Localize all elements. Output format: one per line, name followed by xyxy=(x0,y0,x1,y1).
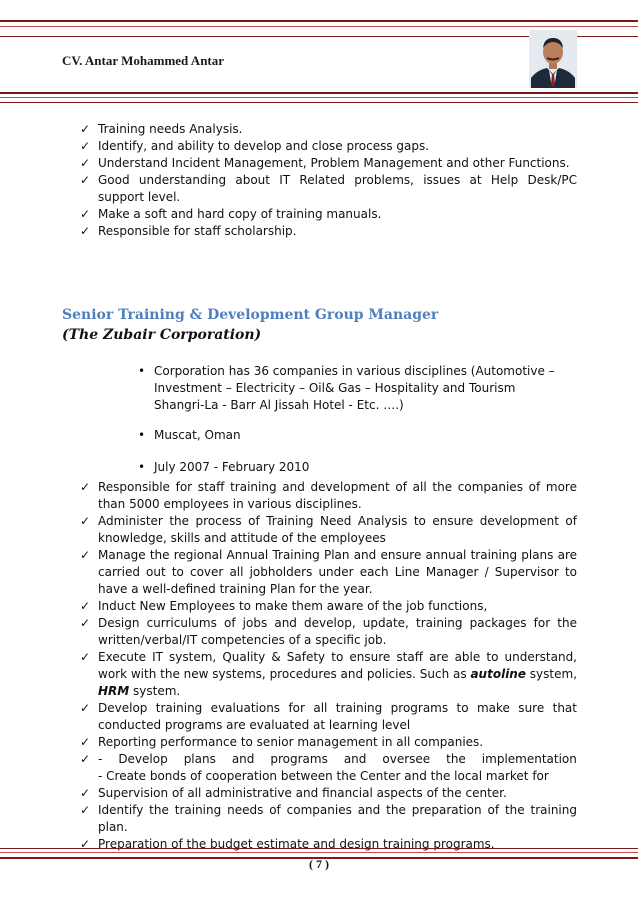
list-item: ✓ Manage the regional Annual Training Plan and ensure annual training plans are carried out to cover all jobholders under each Line Manager / Supervisor to have a well-defined training Plan for the year. xyxy=(80,548,577,596)
list-item: ✓ Responsible for staff scholarship. xyxy=(80,224,297,238)
spread-line: - Develop plans and programs and oversee the implementation xyxy=(98,752,577,766)
check-icon: ✓ xyxy=(80,548,91,562)
list-item: ✓ - Develop plans and programs and oversee the implementation - Create bonds of cooperation between the Center and the local market for xyxy=(80,752,577,783)
check-icon: ✓ xyxy=(80,701,91,715)
bullet-icon: • xyxy=(138,460,146,474)
check-icon: ✓ xyxy=(80,480,91,494)
company-name: (The Zubair Corporation) xyxy=(62,327,262,343)
duties-list xyxy=(80,479,577,853)
list-item: ✓ Good understanding about IT Related problems, issues at Help Desk/PC support level. xyxy=(80,173,577,204)
position-detail-corporation xyxy=(138,363,558,414)
list-item: ✓ Understand Incident Management, Problem Management and other Functions. xyxy=(80,156,570,170)
check-icon: ✓ xyxy=(80,803,91,817)
list-item: ✓ Develop training evaluations for all training programs to make sure that conducted programs are evaluated at learning level xyxy=(80,701,577,732)
list-item: ✓ Make a soft and hard copy of training manuals. xyxy=(80,207,382,221)
position-detail-location xyxy=(138,427,558,444)
list-item: ✓ Design curriculums of jobs and develop, update, training packages for the written/verbal/IT competencies of a specific job. xyxy=(80,616,577,647)
list-item: • Corporation has 36 companies in various disciplines (Automotive – Investment – Electricity – Oil& Gas – Hospitality and Tourism Shangri-La - Barr Al Jissah Hotel - Etc. ….) xyxy=(138,364,555,412)
check-icon: ✓ xyxy=(80,752,91,766)
bullet-icon: • xyxy=(138,364,146,378)
list-item: ✓ Identify, and ability to develop and close process gaps. xyxy=(80,139,430,153)
portrait-photo xyxy=(529,30,577,88)
position-detail-dates xyxy=(138,459,558,476)
hrm-term: HRM xyxy=(98,684,130,698)
check-icon: ✓ xyxy=(80,735,91,749)
check-icon: ✓ xyxy=(80,122,91,136)
portrait-image xyxy=(529,30,577,88)
bullet-icon: • xyxy=(138,428,146,442)
check-icon: ✓ xyxy=(80,139,91,153)
list-item: ✓ Execute IT system, Quality & Safety to ensure staff are able to understand, work with the new systems, procedures and policies. Such as autoline system, HRM system. xyxy=(80,650,578,698)
list-item: ✓ Responsible for staff training and development of all the companies of more than 5000 employees in various disciplines. xyxy=(80,480,577,511)
list-item: • July 2007 - February 2010 xyxy=(138,460,310,474)
header-title: CV. Antar Mohammed Antar xyxy=(62,53,225,68)
list-item: ✓ Preparation of the budget estimate and design training programs. xyxy=(80,837,495,851)
check-icon: ✓ xyxy=(80,156,91,170)
list-item: ✓ Administer the process of Training Need Analysis to ensure development of knowledge, skills and attitude of the employees xyxy=(80,514,577,545)
skills-list xyxy=(80,121,577,240)
list-item: ✓ Supervision of all administrative and financial aspects of the center. xyxy=(80,786,507,800)
check-icon: ✓ xyxy=(80,650,91,664)
check-icon: ✓ xyxy=(80,837,91,851)
check-icon: ✓ xyxy=(80,207,91,221)
check-icon: ✓ xyxy=(80,616,91,630)
autoline-term: autoline xyxy=(470,667,526,681)
list-item: ✓ Reporting performance to senior management in all companies. xyxy=(80,735,484,749)
check-icon: ✓ xyxy=(80,514,91,528)
position-title: Senior Training & Development Group Manager xyxy=(62,307,439,323)
check-icon: ✓ xyxy=(80,173,91,187)
check-icon: ✓ xyxy=(80,599,91,613)
header-rule xyxy=(0,92,638,103)
list-item: ✓ Identify the training needs of companies and the preparation of the training plan. xyxy=(80,803,577,834)
list-item: ✓ Induct New Employees to make them aware of the job functions, xyxy=(80,599,488,613)
list-item: ✓ Training needs Analysis. xyxy=(80,122,243,136)
list-item: • Muscat, Oman xyxy=(138,428,241,442)
page-number: ( 7 ) xyxy=(309,857,329,871)
check-icon: ✓ xyxy=(80,224,91,238)
check-icon: ✓ xyxy=(80,786,91,800)
